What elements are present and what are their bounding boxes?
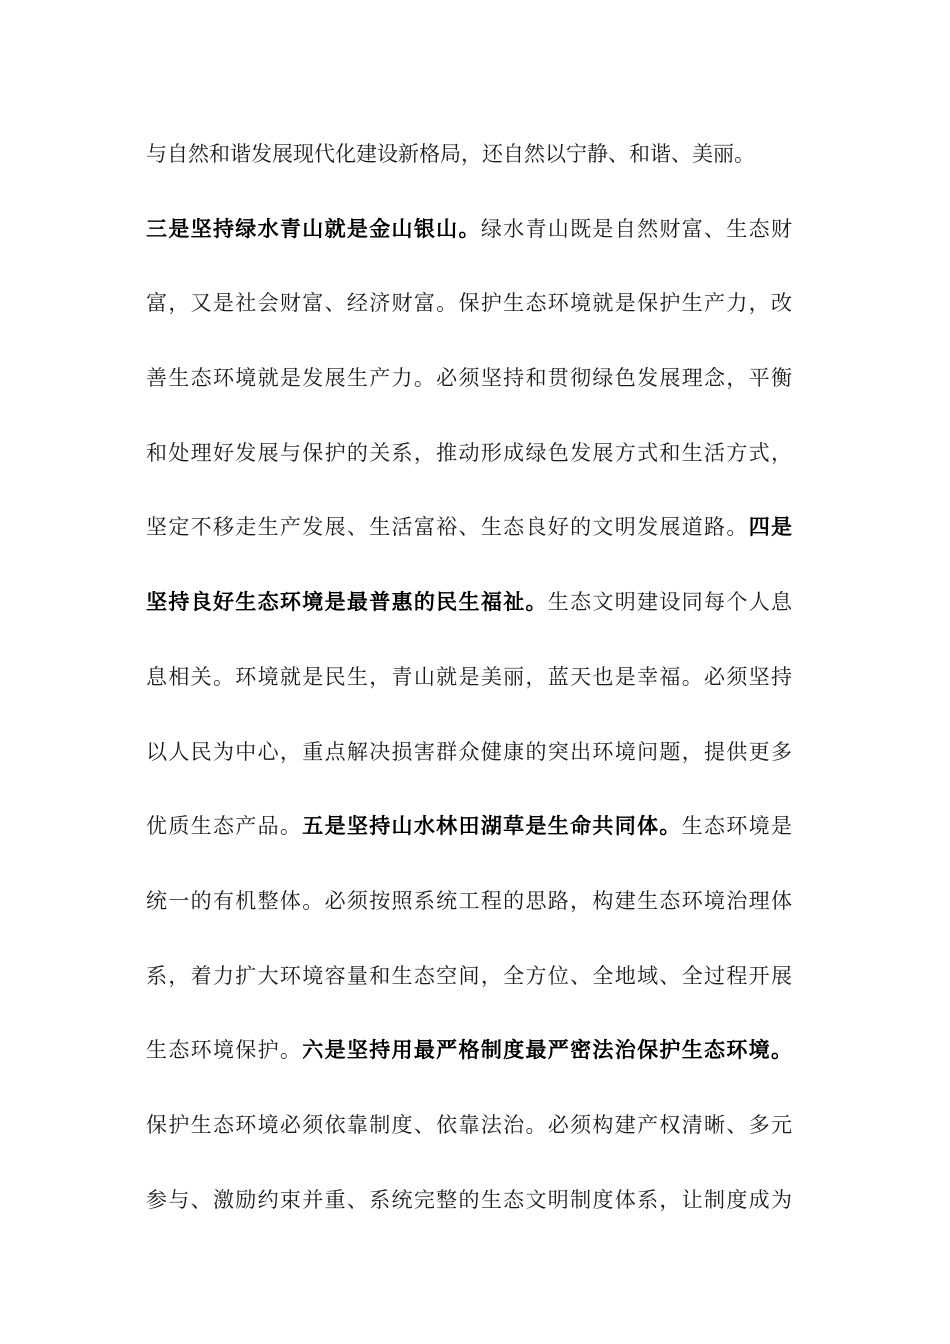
body-text: 生态文明建设同每个人息 [547, 590, 792, 615]
text-line [146, 507, 792, 547]
body-text: 参与、激励约束并重、系统完整的生态文明制度体系，让制度成为 [146, 1187, 792, 1212]
body-text: 生态环境是 [681, 814, 792, 839]
text-line [146, 881, 792, 921]
text-line [146, 582, 792, 622]
text-line [146, 806, 792, 846]
bold-heading-text: 五是坚持山水林田湖草是生命共同体。 [302, 814, 682, 839]
body-text: 富，又是社会财富、经济财富。保护生态环境就是保护生产力，改 [146, 291, 792, 316]
body-text: 息相关。环境就是民生，青山就是美丽，蓝天也是幸福。必须坚持 [146, 664, 792, 689]
body-text: 保护生态环境必须依靠制度、依靠法治。必须构建产权清晰、多元 [146, 1112, 792, 1137]
bold-heading-text: 三是坚持绿水青山就是金山银山。 [146, 216, 481, 241]
text-line [146, 209, 792, 249]
document-body [146, 134, 792, 1254]
text-line [146, 1105, 792, 1145]
text-line [146, 1180, 792, 1220]
body-text: 优质生态产品。 [146, 814, 303, 839]
text-line [146, 657, 792, 697]
text-line [146, 433, 792, 473]
body-text: 坚定不移走生产发展、生活富裕、生态良好的文明发展道路。 [146, 515, 749, 540]
text-line [146, 732, 792, 772]
body-text: 绿水青山既是自然财富、生态财 [480, 216, 792, 241]
text-line [146, 283, 792, 323]
bold-heading-text: 坚持良好生态环境是最普惠的民生福祉。 [146, 590, 548, 615]
body-text: 生态环境保护。 [146, 1038, 303, 1063]
body-text: 以人民为中心，重点解决损害群众健康的突出环境问题，提供更多 [146, 739, 792, 764]
bold-heading-text: 六是坚持用最严格制度最严密法治保护生态环境。 [302, 1038, 792, 1063]
bold-heading-text: 四是 [748, 515, 792, 540]
body-text: 善生态环境就是发展生产力。必须坚持和贯彻绿色发展理念，平衡 [146, 366, 792, 391]
text-line [146, 1030, 792, 1070]
body-text: 系，着力扩大环境容量和生态空间，全方位、全地域、全过程开展 [146, 963, 792, 988]
body-text: 与自然和谐发展现代化建设新格局，还自然以宁静、和谐、美丽。 [146, 142, 755, 166]
body-text: 和处理好发展与保护的关系，推动形成绿色发展方式和生活方式， [146, 440, 792, 465]
text-line [146, 134, 792, 174]
text-line [146, 956, 792, 996]
body-text: 统一的有机整体。必须按照系统工程的思路，构建生态环境治理体 [146, 888, 792, 913]
text-line [146, 358, 792, 398]
